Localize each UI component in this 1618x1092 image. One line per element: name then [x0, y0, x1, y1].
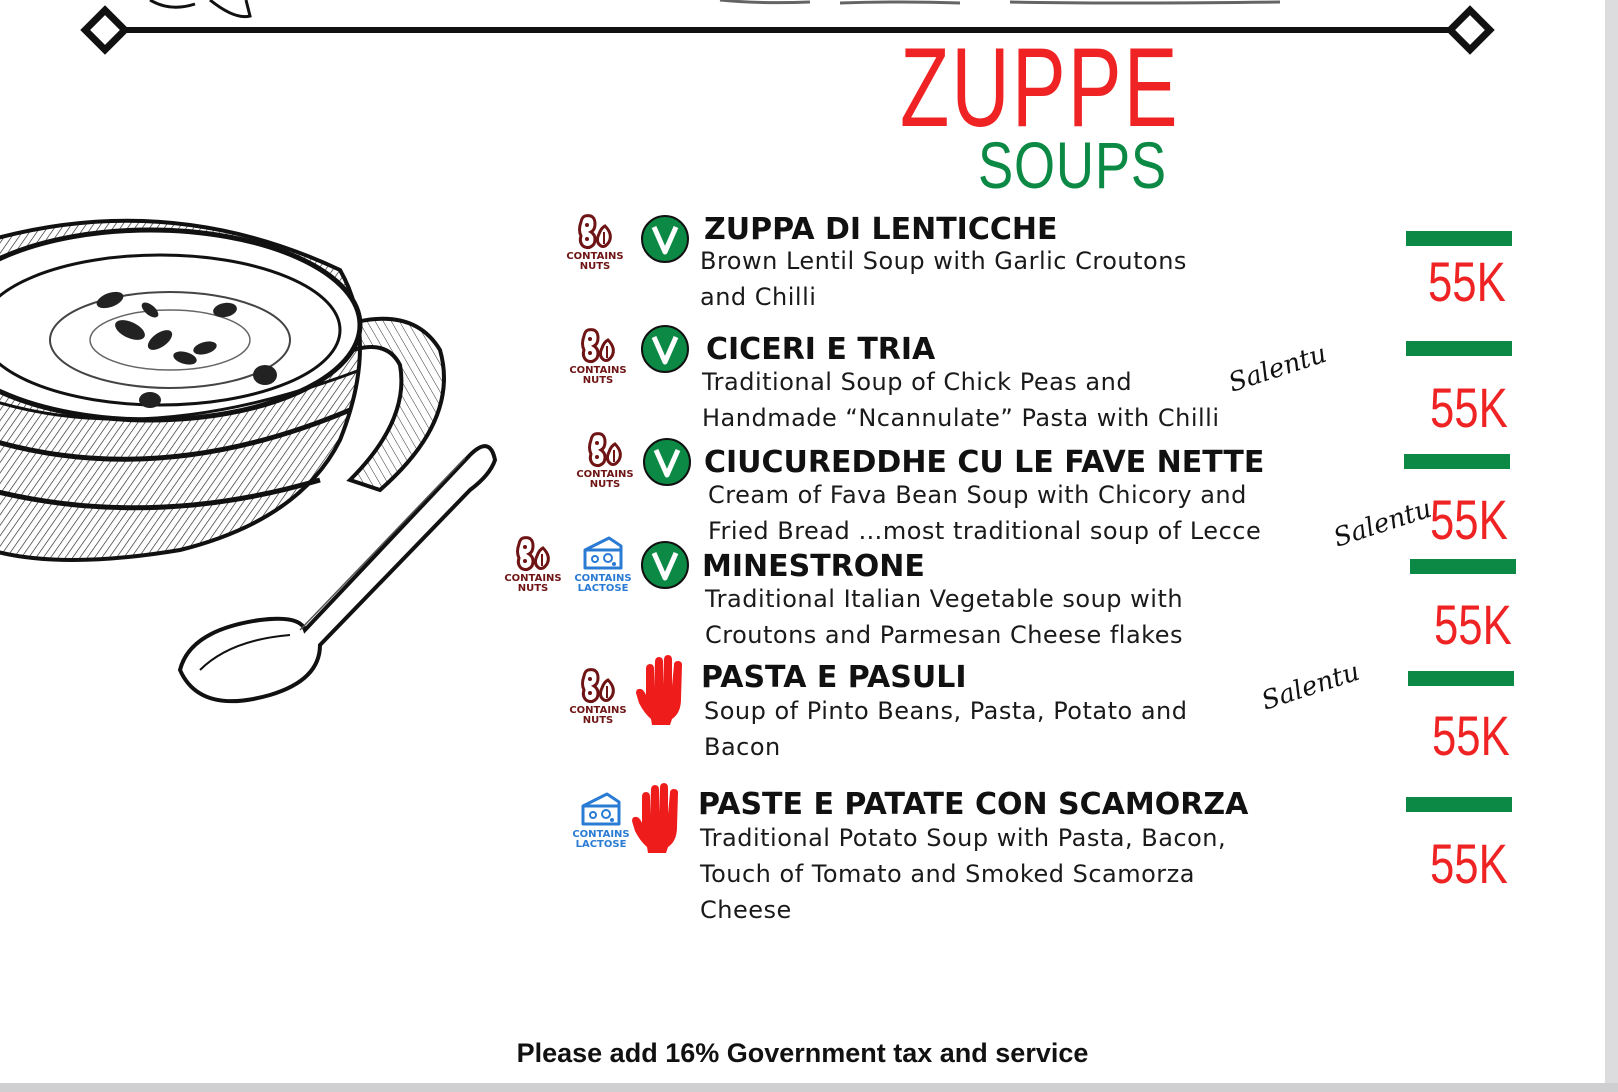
badge-label-line1: CONTAINS — [569, 365, 627, 376]
dish-description — [704, 693, 1187, 765]
badge-label-line1: CONTAINS — [566, 251, 624, 262]
description-line: Cheese — [700, 896, 792, 924]
stop-hand-icon — [632, 783, 684, 853]
diamond-icon — [1450, 10, 1490, 50]
dish-name: ZUPPA DI LENTICCHE — [704, 212, 1058, 247]
diamond-icon — [85, 10, 125, 50]
section-title: ZUPPE — [900, 25, 1180, 150]
page-edge — [1605, 0, 1618, 1092]
badge-label-line1: CONTAINS — [574, 573, 632, 584]
region-tag: Salentu — [1330, 493, 1436, 554]
description-line: and Chilli — [700, 283, 817, 311]
tax-note: Please add 16% Government tax and service — [516, 1038, 1089, 1068]
dish-price: 55K — [1430, 832, 1508, 895]
dish-price: 55K — [1430, 488, 1508, 551]
description-line: Traditional Soup of Chick Peas and — [702, 368, 1133, 396]
dish-name: MINESTRONE — [702, 549, 925, 584]
dish-description — [702, 364, 1220, 436]
price-bar — [1406, 341, 1512, 356]
contains-nuts-badge — [563, 666, 633, 726]
description-line: Fried Bread …most traditional soup of Lecce — [708, 517, 1262, 545]
contains-nuts-icon — [513, 534, 553, 574]
section-subtitle: SOUPS — [978, 128, 1167, 202]
description-line: Brown Lentil Soup with Garlic Croutons — [700, 247, 1187, 275]
region-tag: Salentu — [1258, 656, 1364, 717]
price-bar — [1410, 559, 1516, 574]
dish-price: 55K — [1428, 250, 1506, 313]
badge-label-line1: CONTAINS — [572, 829, 630, 840]
contains-lactose-icon — [579, 790, 623, 830]
vegetarian-icon — [640, 324, 690, 374]
stop-hand-icon — [636, 655, 688, 725]
badge-label-line2: NUTS — [582, 375, 614, 386]
page-bottom-edge — [0, 1083, 1618, 1092]
price-bar — [1408, 671, 1514, 686]
badge-label-line2: LACTOSE — [575, 839, 627, 850]
contains-nuts-icon — [585, 430, 625, 470]
dish-name: CIUCUREDDHE CU LE FAVE NETTE — [704, 445, 1265, 480]
badge-label-line1: CONTAINS — [504, 573, 562, 584]
dish-description — [700, 820, 1226, 928]
contains-nuts-badge — [498, 534, 568, 594]
description-line: Touch of Tomato and Smoked Scamorza — [700, 860, 1195, 888]
badge-label-line2: NUTS — [582, 715, 614, 726]
dish-description — [705, 581, 1183, 653]
top-divider — [0, 0, 1605, 60]
dish-name: PASTA E PASULI — [701, 660, 967, 695]
dish-description — [700, 243, 1187, 315]
dish-price: 55K — [1434, 593, 1512, 656]
badge-label-line2: NUTS — [579, 261, 611, 272]
contains-lactose-icon — [581, 534, 625, 574]
vegetarian-icon — [640, 540, 690, 590]
vegetarian-icon — [642, 437, 692, 487]
badge-label-line2: NUTS — [589, 479, 621, 490]
price-bar — [1404, 454, 1510, 469]
contains-nuts-icon — [578, 666, 618, 706]
badge-label-line2: LACTOSE — [577, 583, 629, 594]
contains-nuts-icon — [578, 326, 618, 366]
contains-nuts-badge — [570, 430, 640, 490]
badge-label-line2: NUTS — [517, 583, 549, 594]
vegetarian-icon — [640, 214, 690, 264]
soup-bowl-illustration — [0, 190, 520, 730]
price-bar — [1406, 797, 1512, 812]
description-line: Traditional Potato Soup with Pasta, Bacon, — [700, 824, 1227, 852]
price-bar — [1406, 231, 1512, 246]
description-line: Bacon — [704, 733, 781, 761]
description-line: Handmade “Ncannulate” Pasta with Chilli — [702, 404, 1220, 432]
dish-description — [708, 477, 1261, 549]
contains-lactose-badge — [568, 534, 638, 594]
contains-nuts-badge — [560, 212, 630, 272]
contains-nuts-icon — [575, 212, 615, 252]
dish-price: 55K — [1432, 704, 1510, 767]
description-line: Soup of Pinto Beans, Pasta, Potato and — [704, 697, 1188, 725]
dish-price: 55K — [1430, 376, 1508, 439]
badge-label-line1: CONTAINS — [569, 705, 627, 716]
description-line: Traditional Italian Vegetable soup with — [705, 585, 1184, 613]
contains-lactose-badge — [566, 790, 636, 850]
dish-name: CICERI E TRIA — [706, 332, 936, 367]
description-line: Croutons and Parmesan Cheese flakes — [705, 621, 1183, 649]
badge-label-line1: CONTAINS — [576, 469, 634, 480]
contains-nuts-badge — [563, 326, 633, 386]
dish-name: PASTE E PATATE CON SCAMORZA — [698, 787, 1249, 822]
region-tag: Salentu — [1225, 338, 1331, 399]
description-line: Cream of Fava Bean Soup with Chicory and — [708, 481, 1247, 509]
